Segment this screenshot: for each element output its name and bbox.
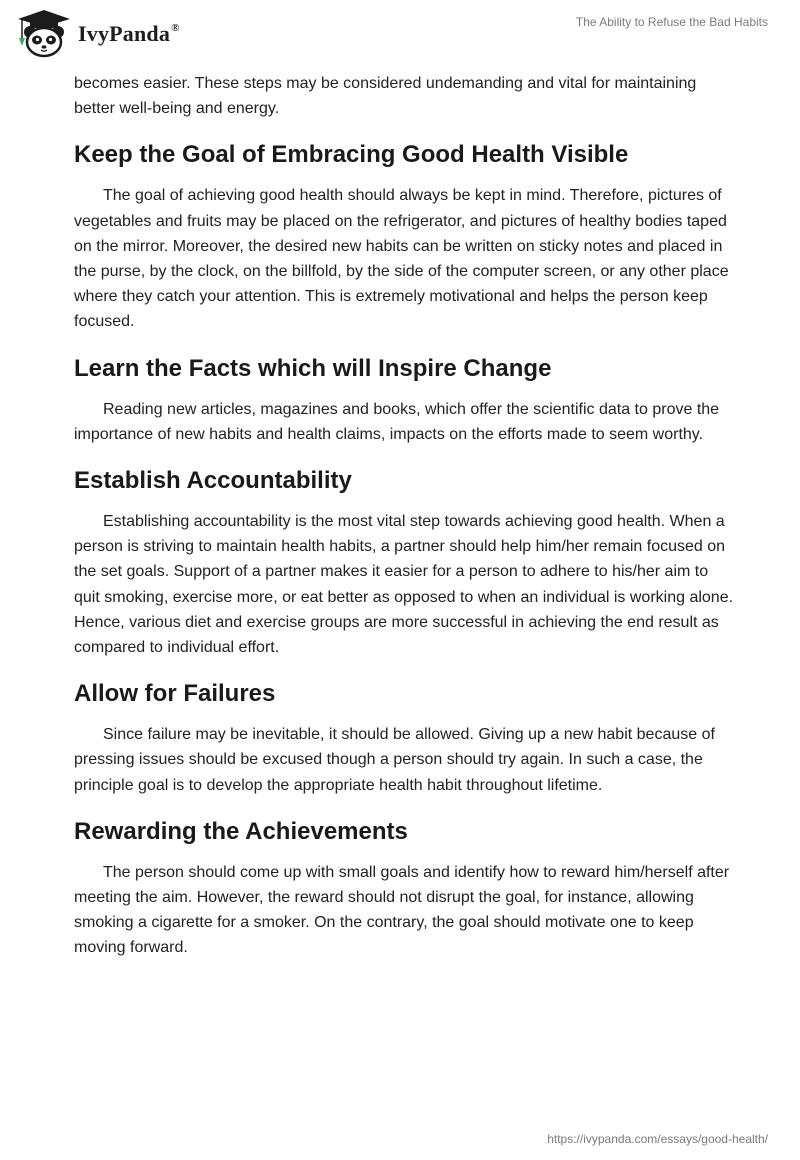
section-heading: Rewarding the Achievements xyxy=(74,817,408,845)
document-title: The Ability to Refuse the Bad Habits xyxy=(575,15,768,29)
section-paragraph: Since failure may be inevitable, it should be allowed. Giving up a new habit because of pressing issues should be excused though a person should try again. In such a case, the principle goal is to develop the appropriate health habit throughout lifetime. xyxy=(74,726,715,794)
section-paragraph: The goal of achieving good health should always be kept in mind. Therefore, pictures of vegetables and fruits may be placed on the refrigerator, and pictures of healthy bodies taped on the mirror. Moreover, the desired new habits can be written on sticky notes and placed in the purse, by the clock, on the billfold, by the side of the computer screen, or any other place where they catch your attention. This is extremely motivational and helps the person keep focused. xyxy=(74,187,729,331)
section-paragraph: Reading new articles, magazines and books, which offer the scientific data to prove the importance of new habits and health claims, impacts on the efforts made to seem worthy. xyxy=(74,400,720,443)
panda-logo-icon[interactable] xyxy=(14,8,74,60)
brand-name[interactable]: IvyPanda® xyxy=(78,21,180,46)
source-url-link[interactable]: https://ivypanda.com/essays/good-health/ xyxy=(547,1132,768,1146)
page-header xyxy=(0,0,800,70)
essay-content xyxy=(74,71,734,961)
section-heading: Keep the Goal of Embracing Good Health Visible xyxy=(74,141,629,169)
section-heading: Learn the Facts which will Inspire Change xyxy=(74,354,552,382)
section-heading: Establish Accountability xyxy=(74,467,352,495)
section-paragraph: The person should come up with small goals and identify how to reward him/herself after meeting the aim. However, the reward should not disrupt the goal, for instance, allowing smoking a cigarette for a smoker. On the contrary, the goal should motivate one to keep moving forward. xyxy=(74,863,730,957)
section-paragraph: Establishing accountability is the most vital step towards achieving good health. When a person is striving to maintain health habits, a partner should help him/her remain focused on the set goals. Support of a partner makes it easier for a person to adhere to his/her aim to quit smoking, exercise more, or eat better as opposed to when an individual is working alone. Hence, various diet and exercise groups are more successful in achieving the end result as compared to individual effort. xyxy=(74,513,734,657)
intro-paragraph: becomes easier. These steps may be considered undemanding and vital for maintaining better well-being and energy. xyxy=(74,75,697,118)
section-heading: Allow for Failures xyxy=(74,680,276,708)
